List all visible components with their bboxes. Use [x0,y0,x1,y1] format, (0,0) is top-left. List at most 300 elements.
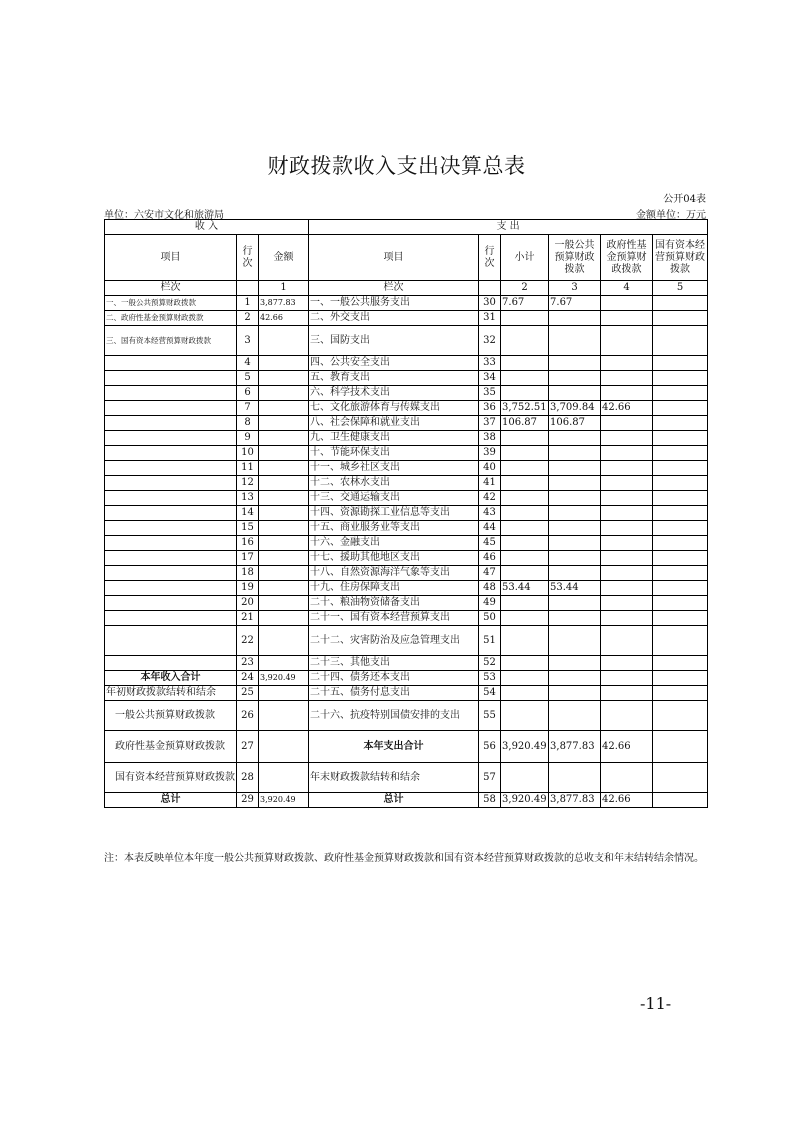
income-amount-header: 金额 [259,235,309,281]
expense-item-cell: 二、外交支出 [309,311,479,326]
income-line-cell: 3 [237,326,259,356]
income-header: 收 入 [105,220,309,235]
general-budget-cell [549,521,601,536]
subtotal-cell [501,386,549,401]
subtotal-cell: 7.67 [501,296,549,311]
subtotal-cell [501,326,549,356]
fund-budget-cell [601,611,653,626]
income-amount-cell [259,596,309,611]
subtotal-cell [501,551,549,566]
expense-line-cell: 38 [479,431,501,446]
income-line-cell: 21 [237,611,259,626]
expense-line-cell: 35 [479,386,501,401]
state-capital-cell [653,296,708,311]
state-capital-cell [653,763,708,793]
fund-budget-cell [601,566,653,581]
subtotal-cell [501,626,549,656]
income-amount-cell [259,371,309,386]
fund-budget-cell [601,581,653,596]
table-row [105,566,708,581]
income-amount-cell [259,701,309,731]
col-label-blank [237,281,259,296]
income-amount-cell [259,611,309,626]
general-budget-cell [549,326,601,356]
general-budget-cell [549,763,601,793]
income-item-cell [105,536,237,551]
expense-line-cell: 50 [479,611,501,626]
state-capital-cell [653,566,708,581]
income-amount-cell: 3,920.49 [259,793,309,808]
state-capital-cell [653,731,708,763]
subtotal-cell [501,356,549,371]
income-item-cell [105,506,237,521]
subtotal-cell [501,371,549,386]
fund-budget-cell [601,626,653,656]
table-row [105,386,708,401]
income-amount-cell [259,506,309,521]
general-budget-cell: 3,877.83 [549,731,601,763]
income-line-cell: 24 [237,671,259,686]
fund-budget-cell [601,431,653,446]
fund-budget-cell [601,356,653,371]
col-number-3: 3 [549,281,601,296]
income-amount-cell: 42.66 [259,311,309,326]
income-line-cell: 15 [237,521,259,536]
expense-line-cell: 48 [479,581,501,596]
income-item-cell [105,491,237,506]
income-line-cell: 29 [237,793,259,808]
fund-budget-cell [601,326,653,356]
general-budget-header: 一般公共预算财政拨款 [549,235,601,281]
state-capital-cell [653,446,708,461]
state-capital-cell [653,656,708,671]
table-row [105,506,708,521]
income-item-cell [105,566,237,581]
col-number-5: 5 [653,281,708,296]
subtotal-cell [501,431,549,446]
expense-item-cell: 一、一般公共服务支出 [309,296,479,311]
income-line-cell: 26 [237,701,259,731]
subtotal-cell [501,763,549,793]
amount-unit: 金额单位：万元 [636,210,706,221]
state-capital-cell [653,551,708,566]
income-item-cell [105,551,237,566]
fund-budget-cell [601,416,653,431]
general-budget-cell: 53.44 [549,581,601,596]
expense-line-cell: 46 [479,551,501,566]
income-amount-cell [259,626,309,656]
state-capital-cell [653,461,708,476]
income-line-header: 行次 [237,235,259,281]
unit-name: 单位：六安市文化和旅游局 [104,210,224,221]
income-item-cell [105,581,237,596]
fund-budget-cell [601,521,653,536]
subtotal-cell: 3,752.51 [501,401,549,416]
expense-line-cell: 32 [479,326,501,356]
state-capital-cell [653,671,708,686]
page-title: 财政拨款收入支出决算总表 [267,154,526,178]
expense-item-cell: 五、教育支出 [309,371,479,386]
income-amount-cell [259,536,309,551]
expense-line-cell: 30 [479,296,501,311]
state-capital-cell [653,401,708,416]
col-number-1: 1 [259,281,309,296]
expense-item-cell: 本年支出合计 [309,731,479,763]
general-budget-cell [549,686,601,701]
income-amount-cell [259,326,309,356]
expense-item-cell: 十一、城乡社区支出 [309,461,479,476]
state-capital-cell [653,506,708,521]
income-line-cell: 16 [237,536,259,551]
income-line-cell: 23 [237,656,259,671]
fund-budget-cell [601,701,653,731]
income-amount-cell [259,416,309,431]
expense-item-cell: 二十六、抗疫特别国债安排的支出 [309,701,479,731]
table-row [105,763,708,793]
general-budget-cell [549,431,601,446]
income-amount-cell [259,386,309,401]
income-amount-cell [259,656,309,671]
general-budget-cell: 3,709.84 [549,401,601,416]
expense-line-cell: 57 [479,763,501,793]
fund-budget-cell [601,446,653,461]
subtotal-cell [501,656,549,671]
table-row [105,551,708,566]
table-row [105,401,708,416]
income-item-header: 项目 [105,235,237,281]
state-capital-cell [653,793,708,808]
table-row [105,356,708,371]
fund-budget-cell [601,386,653,401]
subtotal-cell: 3,920.49 [501,793,549,808]
expense-item-cell: 七、文化旅游体育与传媒支出 [309,401,479,416]
state-capital-cell [653,371,708,386]
subtotal-cell [501,671,549,686]
income-line-cell: 13 [237,491,259,506]
expense-line-cell: 40 [479,461,501,476]
table-row [105,311,708,326]
income-item-cell [105,431,237,446]
state-capital-cell [653,686,708,701]
income-item-cell [105,521,237,536]
income-amount-cell [259,476,309,491]
expense-item-cell: 四、公共安全支出 [309,356,479,371]
general-budget-cell [549,311,601,326]
fund-budget-cell [601,671,653,686]
income-item-cell [105,416,237,431]
state-capital-cell [653,356,708,371]
state-capital-cell [653,326,708,356]
income-amount-cell: 3,877.83 [259,296,309,311]
form-code: 公开04表 [663,194,706,205]
expense-item-cell: 八、社会保障和就业支出 [309,416,479,431]
table-note: 注：本表反映单位本年度一般公共预算财政拨款、政府性基金预算财政拨款和国有资本经营预算财政拨款的总收支和年末结转结余情况。 [104,853,704,864]
fund-budget-cell [601,506,653,521]
state-capital-cell [653,536,708,551]
fund-budget-cell [601,551,653,566]
income-line-cell: 28 [237,763,259,793]
page-number: -11- [640,994,672,1013]
subtotal-header: 小计 [501,235,549,281]
expense-line-cell: 49 [479,596,501,611]
general-budget-cell [549,506,601,521]
fund-budget-cell [601,656,653,671]
table-row [105,491,708,506]
table-row [105,461,708,476]
income-line-cell: 5 [237,371,259,386]
expense-line-cell: 51 [479,626,501,656]
subtotal-cell: 3,920.49 [501,731,549,763]
expense-item-cell: 十五、商业服务业等支出 [309,521,479,536]
expense-line-cell: 39 [479,446,501,461]
general-budget-cell: 7.67 [549,296,601,311]
income-item-cell [105,476,237,491]
table-row [105,431,708,446]
col-number-2: 2 [501,281,549,296]
income-line-cell: 8 [237,416,259,431]
expense-line-cell: 37 [479,416,501,431]
subtotal-cell [501,611,549,626]
subtotal-cell [501,506,549,521]
general-budget-cell [549,476,601,491]
expense-item-cell: 十、节能环保支出 [309,446,479,461]
income-item-cell [105,446,237,461]
table-row [105,611,708,626]
table-row [105,536,708,551]
income-amount-cell [259,686,309,701]
income-item-cell: 一般公共预算财政拨款 [105,701,237,731]
expense-header: 支 出 [309,220,708,235]
subtotal-cell [501,536,549,551]
subtotal-cell [501,521,549,536]
income-line-cell: 12 [237,476,259,491]
state-capital-cell [653,386,708,401]
table-row [105,446,708,461]
income-amount-cell [259,461,309,476]
income-item-cell: 政府性基金预算财政拨款 [105,731,237,763]
income-line-cell: 11 [237,461,259,476]
expense-item-cell: 十八、自然资源海洋气象等支出 [309,566,479,581]
income-item-cell [105,386,237,401]
general-budget-cell [549,701,601,731]
fund-budget-cell [601,296,653,311]
general-budget-cell [549,671,601,686]
fund-budget-cell [601,491,653,506]
expense-item-cell: 十四、资源勘探工业信息等支出 [309,506,479,521]
expense-item-cell: 二十、粮油物资储备支出 [309,596,479,611]
general-budget-cell [549,371,601,386]
subtotal-cell [501,701,549,731]
expense-line-cell: 41 [479,476,501,491]
col-label: 栏次 [105,281,237,296]
state-capital-cell [653,701,708,731]
expense-item-header: 项目 [309,235,479,281]
table-row [105,626,708,656]
table-row [105,581,708,596]
expense-item-cell: 年末财政拨款结转和结余 [309,763,479,793]
income-line-cell: 20 [237,596,259,611]
income-line-cell: 25 [237,686,259,701]
income-amount-cell [259,521,309,536]
fund-budget-cell [601,686,653,701]
income-amount-cell [259,446,309,461]
income-item-cell [105,596,237,611]
col-label-blank [479,281,501,296]
expense-line-cell: 53 [479,671,501,686]
state-capital-cell [653,581,708,596]
expense-line-header: 行次 [479,235,501,281]
income-item-cell [105,401,237,416]
income-line-cell: 4 [237,356,259,371]
income-amount-cell: 3,920.49 [259,671,309,686]
subtotal-cell [501,686,549,701]
general-budget-cell: 106.87 [549,416,601,431]
state-capital-cell [653,476,708,491]
col-label: 栏次 [309,281,479,296]
fund-budget-cell: 42.66 [601,731,653,763]
income-item-cell: 国有资本经营预算财政拨款 [105,763,237,793]
table-row [105,701,708,731]
income-line-cell: 2 [237,311,259,326]
general-budget-cell [549,551,601,566]
appropriation-summary-table [104,219,708,808]
subtotal-cell [501,446,549,461]
expense-line-cell: 44 [479,521,501,536]
income-line-cell: 17 [237,551,259,566]
table-row [105,521,708,536]
income-item-cell: 本年收入合计 [105,671,237,686]
state-capital-cell [653,611,708,626]
table-row [105,296,708,311]
subtotal-cell [501,596,549,611]
expense-item-cell: 六、科学技术支出 [309,386,479,401]
subtotal-cell [501,476,549,491]
state-capital-cell [653,596,708,611]
expense-line-cell: 52 [479,656,501,671]
expense-line-cell: 33 [479,356,501,371]
subtotal-cell: 106.87 [501,416,549,431]
fund-budget-cell [601,371,653,386]
income-amount-cell [259,431,309,446]
income-item-cell: 总计 [105,793,237,808]
state-capital-cell [653,416,708,431]
income-item-cell [105,611,237,626]
general-budget-cell [549,536,601,551]
state-capital-cell [653,626,708,656]
general-budget-cell [549,356,601,371]
general-budget-cell [549,626,601,656]
fund-budget-cell: 42.66 [601,793,653,808]
subtotal-cell [501,491,549,506]
fund-budget-cell [601,536,653,551]
expense-line-cell: 47 [479,566,501,581]
table-row [105,476,708,491]
expense-item-cell: 十六、金融支出 [309,536,479,551]
income-amount-cell [259,491,309,506]
income-line-cell: 27 [237,731,259,763]
table-row [105,656,708,671]
income-amount-cell [259,581,309,596]
expense-item-cell: 十三、交通运输支出 [309,491,479,506]
table-row [105,686,708,701]
general-budget-cell [549,461,601,476]
expense-item-cell: 十九、住房保障支出 [309,581,479,596]
income-item-cell [105,356,237,371]
income-amount-cell [259,566,309,581]
income-item-cell [105,656,237,671]
state-capital-cell [653,311,708,326]
general-budget-cell [549,656,601,671]
income-line-cell: 14 [237,506,259,521]
state-capital-cell [653,491,708,506]
expense-item-cell: 二十二、灾害防治及应急管理支出 [309,626,479,656]
state-capital-cell [653,431,708,446]
state-capital-cell [653,521,708,536]
expense-line-cell: 34 [479,371,501,386]
income-amount-cell [259,731,309,763]
income-item-cell: 一、一般公共预算财政拨款 [105,296,237,311]
general-budget-cell [549,611,601,626]
fund-budget-cell [601,461,653,476]
general-budget-cell [549,566,601,581]
table-row [105,731,708,763]
subtotal-cell: 53.44 [501,581,549,596]
expense-item-cell: 九、卫生健康支出 [309,431,479,446]
income-item-cell [105,461,237,476]
income-line-cell: 18 [237,566,259,581]
expense-item-cell: 二十四、债务还本支出 [309,671,479,686]
income-amount-cell [259,401,309,416]
expense-line-cell: 42 [479,491,501,506]
expense-item-cell: 十二、农林水支出 [309,476,479,491]
income-line-cell: 6 [237,386,259,401]
state-capital-header: 国有资本经营预算财政拨款 [653,235,708,281]
expense-line-cell: 31 [479,311,501,326]
fund-budget-header: 政府性基金预算财政拨款 [601,235,653,281]
income-item-cell: 三、国有资本经营预算财政拨款 [105,326,237,356]
general-budget-cell [549,386,601,401]
expense-item-cell: 二十三、其他支出 [309,656,479,671]
fund-budget-cell: 42.66 [601,401,653,416]
income-amount-cell [259,356,309,371]
income-line-cell: 22 [237,626,259,656]
income-item-cell: 年初财政拨款结转和结余 [105,686,237,701]
expense-item-cell: 二十一、国有资本经营预算支出 [309,611,479,626]
expense-line-cell: 56 [479,731,501,763]
table-row [105,326,708,356]
expense-line-cell: 43 [479,506,501,521]
general-budget-cell [549,596,601,611]
fund-budget-cell [601,596,653,611]
expense-line-cell: 45 [479,536,501,551]
expense-item-cell: 二十五、债务付息支出 [309,686,479,701]
table-row [105,596,708,611]
col-number-4: 4 [601,281,653,296]
income-line-cell: 19 [237,581,259,596]
income-line-cell: 10 [237,446,259,461]
subtotal-cell [501,566,549,581]
fund-budget-cell [601,476,653,491]
income-amount-cell [259,551,309,566]
expense-line-cell: 36 [479,401,501,416]
table-row [105,793,708,808]
income-item-cell [105,626,237,656]
income-line-cell: 9 [237,431,259,446]
expense-line-cell: 55 [479,701,501,731]
table-row [105,671,708,686]
general-budget-cell: 3,877.83 [549,793,601,808]
table-row [105,416,708,431]
